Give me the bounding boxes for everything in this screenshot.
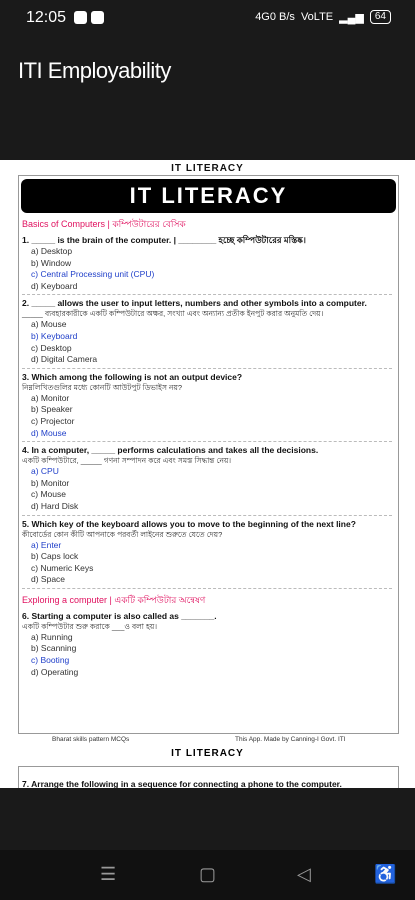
network-speed: 4G0 B/s [255, 11, 295, 23]
question-text: 6. Starting a computer is also called as _______. [22, 610, 217, 621]
page-header: IT LITERACY [171, 163, 244, 174]
option: c) Projector [31, 415, 75, 426]
option-correct: b) Keyboard [31, 330, 78, 341]
status-time: 12:05 [26, 9, 67, 26]
footer-left: Bharat skills pattern MCQs [52, 736, 130, 743]
option: b) Monitor [31, 477, 70, 488]
question-4 [19, 445, 398, 512]
app-bar [0, 36, 415, 106]
app-title: ITI Employability [18, 58, 171, 83]
battery-icon: 64 [370, 10, 391, 24]
question-3 [19, 372, 398, 439]
question-text: 5. Which key of the keyboard allows you to move to the beginning of the next line? [22, 518, 356, 529]
option: a) Mouse [31, 319, 67, 330]
option: a) Monitor [31, 392, 70, 403]
option-correct: a) Enter [31, 539, 62, 550]
option: a) Running [31, 631, 73, 642]
question-translation: _____ ব্যবহারকারীকে একটি কম্পিউটারে অক্ষর, সংখ্যা এবং অন্যান্য প্রতীক ইনপুট করার অনুমতি দেয়। [22, 309, 324, 319]
option: d) Space [31, 574, 66, 585]
question-text: 4. In a computer, _____ performs calculations and takes all the decisions. [22, 445, 319, 456]
option: c) Desktop [31, 342, 72, 353]
navigation-bar [0, 850, 415, 900]
divider [22, 441, 392, 442]
question-text: 1. _____ is the brain of the computer. | ________ হচ্ছে কম্পিউটারের মস্তিষ্ক। [22, 235, 306, 245]
option: b) Window [31, 257, 72, 268]
question-text: 3. Which among the following is not an output device? [22, 371, 243, 382]
divider [22, 368, 392, 369]
divider [22, 294, 392, 295]
pdf-viewer[interactable] [0, 160, 415, 788]
question-6 [19, 611, 398, 678]
option: c) Numeric Keys [31, 562, 94, 573]
document-page [18, 175, 399, 734]
page-2-header: IT LITERACY [171, 748, 244, 759]
home-icon[interactable]: ▢ [199, 864, 217, 884]
status-bar [0, 0, 415, 36]
question-translation: নিম্নলিখিতগুলির মধ্যে কোনটি আউটপুট ডিভাইস নয়? [22, 382, 183, 392]
option-correct: a) CPU [31, 466, 59, 477]
question-1 [19, 235, 398, 292]
option: b) Caps lock [31, 551, 79, 562]
option-correct: c) Central Processing unit (CPU) [31, 269, 155, 280]
back-icon[interactable]: ◁ [297, 864, 311, 884]
document-page-2 [18, 766, 399, 788]
question-translation: কীবোর্ডের কোন কীটি আপনাকে পরবর্তী লাইনের শুরুতে যেতে দেয়? [22, 529, 223, 539]
option: d) Digital Camera [31, 354, 98, 365]
option: a) Desktop [31, 246, 73, 256]
option: d) Operating [31, 666, 79, 677]
question-7: 7. Arrange the following in a sequence for connecting a phone to the computer. [22, 779, 342, 788]
option: c) Mouse [31, 489, 66, 500]
status-indicators [255, 10, 391, 24]
volte-indicator: VoLTE [300, 11, 334, 23]
question-5 [19, 519, 398, 586]
question-text: 2. _____ allows the user to input letters, numbers and other symbols into a computer. [22, 298, 367, 309]
notification-icons [74, 11, 104, 24]
recent-apps-icon[interactable]: ☰ [100, 864, 117, 884]
option: b) Scanning [31, 643, 77, 654]
section-heading: Basics of Computers | কম্পিউটারের বেসিক [22, 219, 186, 229]
signal-icon: ▂▄▆ [339, 11, 364, 24]
option: d) Hard Disk [31, 500, 79, 511]
option-correct: d) Mouse [31, 427, 67, 438]
section-heading: Exploring a computer | একটি কম্পিউটার অন্বেষণ [22, 594, 206, 605]
question-translation: একটি কম্পিউটারে, _____ গণনা সম্পাদন করে এবং সমস্ত সিদ্ধান্ত নেয়। [22, 456, 232, 466]
option: b) Speaker [31, 404, 73, 415]
app-notification-icon [91, 11, 104, 24]
option-correct: c) Booting [31, 655, 70, 666]
accessibility-icon[interactable]: ♿ [374, 864, 397, 884]
question-2 [19, 298, 398, 365]
question-translation: একটি কম্পিউটার শুরু করাকে ___ও বলা হয়। [22, 621, 158, 631]
footer-right: This App. Made by Canning-I Govt. ITI [235, 736, 346, 743]
divider [22, 515, 392, 516]
banner-title: IT LITERACY [21, 179, 396, 213]
divider [22, 588, 392, 589]
youtube-icon [74, 11, 87, 24]
option: d) Keyboard [31, 280, 78, 291]
